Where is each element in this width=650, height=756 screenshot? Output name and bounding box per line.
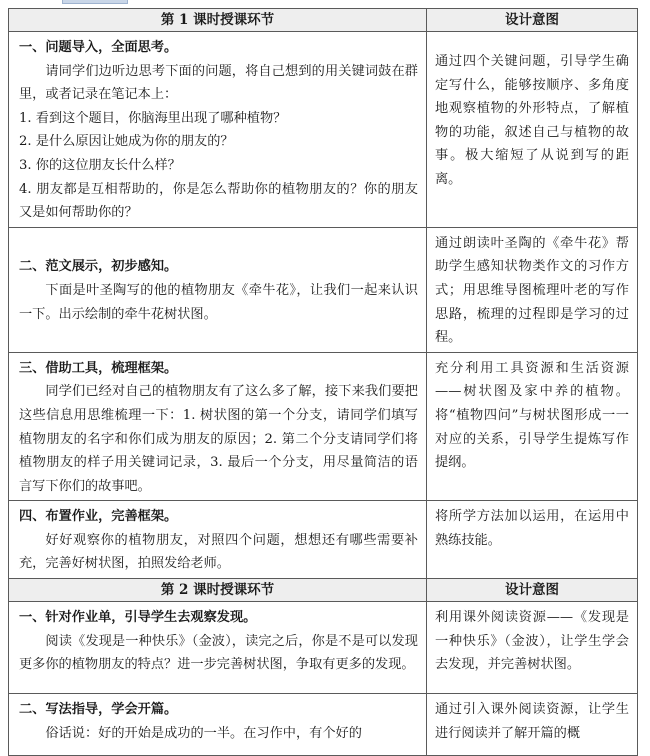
section-content	[9, 501, 427, 579]
question-item: 2. 是什么原因让她成为你的朋友的？	[19, 134, 234, 150]
lesson1-section-3	[9, 352, 638, 501]
design-intent: 通过引入课外阅读资源，让学生进行阅读并了解开篇的概	[427, 694, 638, 756]
lesson1-section-1	[9, 32, 638, 228]
section-body: 同学们已经对自己的植物朋友有了这么多了解，接下来我们要把这些信息用思维梳理一下：1. 树状图的第一个分支，请同学们填写植物朋友的名字和你们成为朋友的原因；2. 第二个分支请同学们将植物朋友的样子用关键词记录，3. 最后一个分支，用尽量简洁的语言写下你们的故事吧。	[19, 384, 418, 494]
section-title: 一、问题导入，全面思考。	[19, 40, 178, 55]
section-content	[9, 227, 427, 352]
lesson2-section-1	[9, 602, 638, 694]
section-body: 阅读《发现是一种快乐》（金波），读完之后，你是不是可以发现更多你的植物朋友的特点？进一步完善树状图，争取有更多的发现。	[19, 633, 418, 673]
section-title: 四、布置作业，完善框架。	[19, 509, 178, 525]
lesson1-header-left: 第 1 课时授课环节	[9, 9, 427, 32]
section-content	[9, 602, 427, 694]
lesson-plan-table	[8, 8, 638, 756]
lesson2-section-2	[9, 694, 638, 756]
design-intent: 通过朗读叶圣陶的《牵牛花》帮助学生感知状物类作文的习作方式；用思维导图梳理叶老的写作思路，梳理的过程即是学习的过程。	[427, 227, 638, 352]
design-intent: 利用课外阅读资源——《发现是一种快乐》（金波），让学生学会去发现，并完善树状图。	[427, 602, 638, 694]
design-intent: 将所学方法加以运用，在运用中熟练技能。	[427, 501, 638, 579]
lesson1-header-right: 设计意图	[427, 9, 638, 32]
section-title: 一、针对作业单，引导学生去观察发现。	[19, 610, 257, 626]
design-intent: 通过四个关键问题，引导学生确定写什么，能够按顺序、多角度地观察植物的外形特点，了解植物的功能，叙述自己与植物的故事。极大缩短了从说到写的距离。	[427, 32, 638, 228]
section-body: 下面是叶圣陶写的他的植物朋友《牵牛花》，让我们一起来认识一下。出示绘制的牵牛花树状图。	[19, 282, 418, 322]
section-content	[9, 694, 427, 756]
design-intent: 充分利用工具资源和生活资源——树状图及家中养的植物。将“植物四问”与树状图形成一一对应的关系，引导学生提炼写作提纲。	[427, 352, 638, 501]
section-title: 二、范文展示，初步感知。	[19, 259, 178, 275]
question-item: 4. 朋友都是互相帮助的，你是怎么帮助你的植物朋友的？你的朋友又是如何帮助你的？	[19, 181, 418, 221]
section-title: 二、写法指导，学会开篇。	[19, 702, 178, 718]
section-body: 请同学们边听边思考下面的问题，将自己想到的用关键词鼓在群里，或者记录在笔记本上：	[19, 63, 418, 103]
section-body: 俗话说：好的开始是成功的一半。在习作中，有个好的	[45, 725, 362, 741]
lesson2-header-row	[9, 579, 638, 602]
lesson2-header-left: 第 2 课时授课环节	[9, 579, 427, 602]
top-tab-marker	[62, 0, 128, 4]
section-content	[9, 32, 427, 228]
section-title: 三、借助工具，梳理框架。	[19, 360, 178, 376]
lesson2-header-right: 设计意图	[427, 579, 638, 602]
lesson1-section-4	[9, 501, 638, 579]
section-content	[9, 352, 427, 501]
lesson1-section-2	[9, 227, 638, 352]
question-item: 3. 你的这位朋友长什么样？	[19, 157, 181, 173]
lesson1-header-row	[9, 9, 638, 32]
question-item: 1. 看到这个题目，你脑海里出现了哪种植物？	[19, 110, 287, 126]
section-body: 好好观察你的植物朋友，对照四个问题，想想还有哪些需要补充，完善好树状图，拍照发给老师。	[19, 532, 418, 572]
